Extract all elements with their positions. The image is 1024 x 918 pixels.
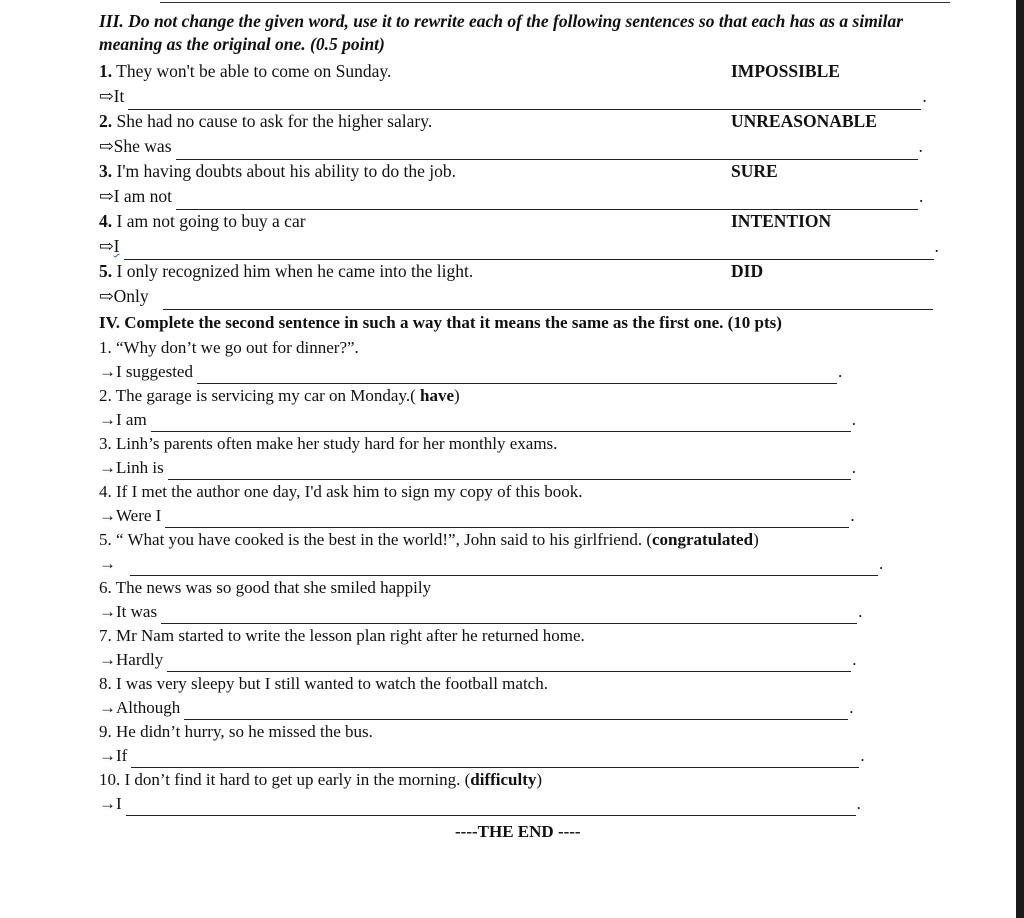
s4-question-4: 4. If I met the author one day, I'd ask him to sign my copy of this book. (99, 482, 583, 501)
arrow-icon: → (99, 410, 116, 429)
right-border (1016, 0, 1024, 918)
s4-question-1: 1. “Why don’t we go out for dinner?”. (99, 338, 359, 357)
s4-answer-7[interactable]: → Hardly . (99, 648, 959, 672)
s4-answer-5[interactable]: → . (99, 552, 959, 576)
top-divider (160, 2, 950, 3)
s3-answer-5[interactable]: ⇨ Only (99, 283, 959, 310)
s4-question-9: 9. He didn’t hurry, so he missed the bus. (99, 722, 373, 741)
arrow-icon: → (99, 746, 116, 765)
the-end-footer: ----THE END ---- (455, 822, 581, 841)
s4-question-10: 10. I don’t find it hard to get up early in the morning. (difficulty) (99, 770, 543, 789)
s3-answer-4[interactable]: ⇨ I . (99, 233, 959, 260)
s4-answer-1[interactable]: → I suggested . (99, 360, 959, 384)
s4-answer-10[interactable]: → I . (99, 792, 959, 816)
s4-question-5: 5. “ What you have cooked is the best in the world!”, John said to his girlfriend. (congratulated) (99, 530, 759, 549)
section-3-title: III. Do not change the given word, use it to rewrite each of the following sentences so that each has as a similar meaning as the original one. (0.5 point) (99, 11, 904, 54)
arrow-icon: → (99, 506, 116, 525)
keyword: DID (731, 261, 764, 281)
arrow-icon: ⇨ (99, 286, 114, 306)
arrow-icon: → (99, 362, 116, 381)
s4-question-7: 7. Mr Nam started to write the lesson plan right after he returned home. (99, 626, 585, 645)
arrow-icon: → (99, 698, 116, 717)
keyword: SURE (731, 161, 778, 181)
s3-answer-3[interactable]: ⇨ I am not . (99, 183, 959, 210)
keyword: IMPOSSIBLE (731, 61, 840, 81)
arrow-icon: ⇨ (99, 136, 114, 156)
s4-question-8: 8. I was very sleepy but I still wanted to watch the football match. (99, 674, 548, 693)
arrow-icon: ⇨ (99, 236, 114, 256)
arrow-icon: → (99, 458, 116, 477)
arrow-icon: → (99, 602, 116, 621)
s3-question-3: 3. I'm having doubts about his ability to do the job. SURE (99, 161, 778, 181)
s4-question-6: 6. The news was so good that she smiled happily (99, 578, 432, 597)
s4-question-2: 2. The garage is servicing my car on Monday.( have) (99, 386, 460, 405)
s4-answer-6[interactable]: → It was . (99, 600, 959, 624)
s4-answer-8[interactable]: → Although . (99, 696, 959, 720)
s3-answer-1[interactable]: ⇨ It . (99, 83, 959, 110)
arrow-icon: → (99, 794, 116, 813)
s4-question-3: 3. Linh’s parents often make her study hard for her monthly exams. (99, 434, 558, 453)
section-4-title: IV. Complete the second sentence in such a way that it means the same as the first one. (10 pts) (99, 313, 782, 332)
s3-question-2: 2. She had no cause to ask for the higher salary. UNREASONABLE (99, 111, 877, 131)
arrow-icon: ⇨ (99, 186, 114, 206)
s4-answer-2[interactable]: → I am . (99, 408, 959, 432)
keyword: UNREASONABLE (731, 111, 877, 131)
s3-answer-2[interactable]: ⇨ She was . (99, 133, 959, 160)
s4-answer-4[interactable]: → Were I . (99, 504, 959, 528)
s3-question-4: 4. I am not going to buy a car INTENTION (99, 211, 832, 231)
arrow-icon: → (99, 650, 116, 669)
s3-question-1: 1. They won't be able to come on Sunday. IMPOSSIBLE (99, 61, 840, 81)
arrow-icon: ⇨ (99, 86, 114, 106)
s3-question-5: 5. I only recognized him when he came into the light. DID (99, 261, 764, 281)
arrow-icon: → (99, 554, 116, 573)
s4-answer-9[interactable]: → If . (99, 744, 959, 768)
worksheet-page (99, 6, 959, 842)
keyword: INTENTION (731, 211, 832, 231)
s4-answer-3[interactable]: → Linh is . (99, 456, 959, 480)
